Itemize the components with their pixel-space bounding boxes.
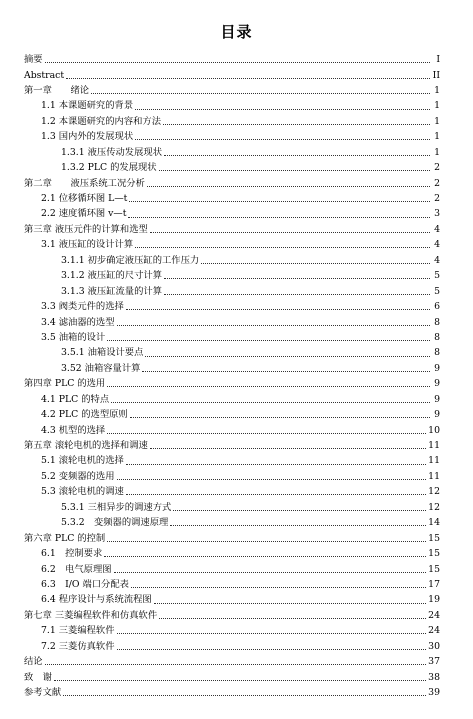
toc-entry-label: 6.4 程序设计与系统流程图 (41, 594, 152, 606)
toc-entry-label: Abstract (24, 69, 65, 81)
toc-entry-label: 2.1 位移循环图 L—t (41, 193, 128, 204)
toc-entry-page-number: 8 (434, 331, 440, 343)
dot-leader (104, 556, 426, 557)
toc-entry-page-number: 1 (434, 115, 440, 127)
toc-entry-page-number: 12 (428, 501, 440, 513)
toc-entry-page-number: 9 (434, 362, 440, 374)
toc-entry[interactable] (24, 639, 440, 654)
toc-entry-page-number: 15 (428, 548, 440, 560)
toc-entry-label: 4.2 PLC 的选型原则 (41, 409, 128, 421)
dot-leader (45, 62, 430, 63)
dot-leader (131, 587, 426, 588)
toc-entry[interactable] (24, 500, 440, 515)
toc-entry[interactable] (24, 67, 440, 82)
table-of-contents (24, 52, 440, 700)
dot-leader (107, 541, 426, 542)
toc-entry[interactable] (24, 592, 440, 607)
toc-entry-label: 3.3 阀类元件的选择 (41, 301, 124, 313)
toc-entry[interactable] (24, 453, 440, 468)
toc-entry-page-number: 15 (428, 563, 440, 575)
toc-entry-label: 5.2 变频器的选用 (41, 470, 115, 482)
toc-entry-page-number: I (436, 54, 440, 66)
toc-entry-label: 5.1 滚轮电机的选择 (41, 455, 124, 467)
toc-entry-page-number: 9 (434, 393, 440, 405)
toc-entry-label: 第七章 三菱编程软件和仿真软件 (24, 609, 158, 621)
toc-entry-page-number: 2 (434, 177, 440, 189)
toc-entry-page-number: 1 (434, 100, 440, 112)
dot-leader (150, 448, 426, 449)
toc-entry-page-number: 4 (434, 254, 440, 266)
toc-entry-label: 3.1 液压缸的设计计算 (41, 239, 134, 251)
toc-entry[interactable] (24, 299, 440, 314)
toc-entry[interactable] (24, 83, 440, 98)
toc-entry-label: 第五章 滚轮电机的选择和调速 (24, 440, 148, 451)
toc-entry-page-number: 38 (428, 671, 440, 683)
toc-entry[interactable] (24, 237, 440, 252)
toc-entry-label: 3.5.1 油箱设计要点 (61, 347, 144, 359)
toc-entry[interactable] (24, 623, 440, 638)
dot-leader (135, 247, 430, 248)
dot-leader (128, 217, 430, 218)
toc-entry-label: 第二章 液压系统工况分析 (24, 177, 145, 189)
toc-entry-page-number: 10 (428, 424, 440, 436)
toc-entry[interactable] (24, 423, 440, 438)
toc-entry[interactable] (24, 469, 440, 484)
toc-entry-page-number: 17 (428, 578, 440, 590)
dot-leader (201, 263, 430, 264)
toc-entry-label: 5.3.2 变频器的调速原理 (61, 517, 169, 529)
toc-entry[interactable] (24, 222, 440, 237)
toc-entry[interactable] (24, 268, 440, 283)
dot-leader (163, 124, 430, 125)
dot-leader (126, 494, 426, 495)
toc-entry-label: 第一章 绪论 (24, 84, 90, 96)
toc-entry-label: 第三章 液压元件的计算和选型 (24, 223, 148, 235)
dot-leader (135, 109, 430, 110)
toc-entry-page-number: 4 (434, 239, 440, 251)
toc-entry-page-number: II (432, 69, 440, 81)
dot-leader (107, 386, 430, 387)
toc-entry-page-number: 3 (434, 208, 440, 220)
dot-leader (107, 433, 426, 434)
toc-entry-label: 摘要 (24, 54, 43, 66)
dot-leader (129, 201, 430, 202)
toc-entry-label: 5.3.1 三相异步的调速方式 (61, 501, 172, 513)
dot-leader (135, 139, 430, 140)
toc-entry[interactable] (24, 376, 440, 391)
toc-entry-page-number: 1 (434, 131, 440, 143)
toc-entry-page-number: 6 (434, 301, 440, 313)
toc-entry-page-number: 37 (428, 656, 440, 668)
toc-entry-label: 1.3.2 PLC 的发展现状 (61, 162, 157, 174)
dot-leader (150, 232, 430, 233)
toc-entry-page-number: 5 (434, 285, 440, 297)
dot-leader (159, 170, 430, 171)
toc-entry[interactable] (24, 52, 440, 67)
dot-leader (159, 618, 426, 619)
toc-entry-label: 致 谢 (24, 671, 52, 683)
toc-entry[interactable] (24, 145, 440, 160)
dot-leader (130, 417, 430, 418)
toc-entry[interactable] (24, 670, 440, 685)
dot-leader (164, 155, 430, 156)
dot-leader (111, 402, 430, 403)
toc-entry[interactable] (24, 608, 440, 623)
toc-entry-page-number: 15 (428, 532, 440, 544)
toc-entry[interactable] (24, 314, 440, 329)
toc-entry-label: 7.1 三菱编程软件 (41, 625, 115, 637)
toc-entry-label: 6.3 I/O 端口分配表 (41, 578, 129, 590)
toc-entry-page-number: 8 (434, 347, 440, 359)
toc-entry-label: 1.3.1 液压传动发展现状 (61, 146, 162, 158)
toc-entry-page-number: 5 (434, 270, 440, 282)
toc-entry[interactable] (24, 129, 440, 144)
dot-leader (54, 680, 426, 681)
toc-entry-page-number: 11 (428, 455, 440, 467)
toc-entry[interactable] (24, 407, 440, 422)
toc-entry-label: 7.2 三菱仿真软件 (41, 640, 115, 652)
dot-leader (63, 695, 426, 696)
dot-leader (107, 340, 430, 341)
toc-entry[interactable] (24, 685, 440, 700)
dot-leader (170, 525, 426, 526)
dot-leader (91, 93, 430, 94)
toc-entry-label: 3.52 油箱容量计算 (61, 362, 141, 374)
toc-entry-label: 1.2 本课题研究的内容和方法 (41, 115, 162, 127)
toc-entry-page-number: 4 (434, 223, 440, 235)
toc-entry-label: 1.1 本课题研究的背景 (41, 100, 134, 112)
toc-entry[interactable] (24, 531, 440, 546)
toc-entry-label: 2.2 速度循环图 v—t (41, 208, 127, 220)
toc-entry-label: 4.1 PLC 的特点 (41, 393, 110, 405)
toc-entry[interactable] (24, 361, 440, 376)
toc-entry-page-number: 9 (434, 378, 440, 390)
toc-entry-label: 3.1.3 液压缸流量的计算 (61, 285, 162, 297)
dot-leader (164, 278, 430, 279)
toc-entry-page-number: 2 (434, 162, 440, 174)
toc-entry-label: 6.2 电气原理图 (41, 563, 112, 575)
dot-leader (173, 510, 426, 511)
dot-leader (147, 186, 430, 187)
toc-entry[interactable] (24, 561, 440, 576)
dot-leader (117, 649, 427, 650)
dot-leader (126, 464, 426, 465)
toc-entry-page-number: 12 (428, 486, 440, 498)
dot-leader (145, 356, 430, 357)
toc-entry-label: 3.1.2 液压缸的尺寸计算 (61, 270, 162, 282)
toc-entry-label: 1.3 国内外的发展现状 (41, 131, 134, 143)
toc-entry-label: 结论 (24, 656, 43, 668)
toc-entry[interactable] (24, 654, 440, 669)
toc-entry-page-number: 30 (428, 640, 440, 652)
toc-entry[interactable] (24, 330, 440, 345)
dot-leader (164, 294, 430, 295)
toc-entry-label: 5.3 滚轮电机的调速 (41, 486, 124, 498)
dot-leader (117, 325, 430, 326)
toc-entry-page-number: 19 (428, 594, 440, 606)
dot-leader (154, 603, 426, 604)
toc-entry-label: 4.3 机型的选择 (41, 424, 106, 436)
dot-leader (114, 572, 427, 573)
dot-leader (45, 664, 427, 665)
toc-entry[interactable] (24, 438, 440, 453)
dot-leader (142, 371, 430, 372)
toc-entry[interactable] (24, 577, 440, 592)
toc-entry-label: 第四章 PLC 的选用 (24, 378, 106, 390)
toc-entry-label: 3.4 滤油器的选型 (41, 316, 115, 328)
toc-entry-page-number: 2 (434, 193, 440, 204)
toc-entry-page-number: 1 (434, 84, 440, 96)
toc-entry-label: 3.5 油箱的设计 (41, 331, 106, 343)
toc-entry-page-number: 9 (434, 409, 440, 421)
toc-entry-page-number: 14 (428, 517, 440, 529)
dot-leader (117, 479, 427, 480)
toc-entry[interactable] (24, 253, 440, 268)
toc-entry[interactable] (24, 515, 440, 530)
toc-entry[interactable] (24, 284, 440, 299)
toc-entry[interactable] (24, 191, 440, 206)
toc-entry-label: 3.1.1 初步确定液压缸的工作压力 (61, 254, 200, 266)
dot-leader (66, 78, 430, 79)
toc-entry-page-number: 1 (434, 146, 440, 158)
toc-entry-page-number: 11 (428, 440, 440, 451)
dot-leader (126, 309, 430, 310)
toc-entry[interactable] (24, 345, 440, 360)
toc-entry[interactable] (24, 392, 440, 407)
toc-entry-label: 参考文献 (24, 687, 62, 698)
toc-entry-page-number: 8 (434, 316, 440, 328)
toc-entry[interactable] (24, 114, 440, 129)
page-title: 目录 (220, 23, 253, 41)
toc-entry[interactable] (24, 546, 440, 561)
toc-entry-label: 6.1 控制要求 (41, 548, 103, 560)
toc-entry-label: 第六章 PLC 的控制 (24, 532, 106, 544)
toc-entry-page-number: 24 (428, 609, 440, 621)
toc-entry[interactable] (24, 160, 440, 175)
toc-entry[interactable] (24, 98, 440, 113)
toc-entry[interactable] (24, 176, 440, 191)
toc-entry-page-number: 39 (428, 687, 440, 698)
dot-leader (117, 633, 427, 634)
toc-entry-page-number: 24 (428, 625, 440, 637)
toc-entry-page-number: 11 (428, 470, 440, 482)
toc-entry[interactable] (24, 206, 440, 221)
toc-entry[interactable] (24, 484, 440, 499)
